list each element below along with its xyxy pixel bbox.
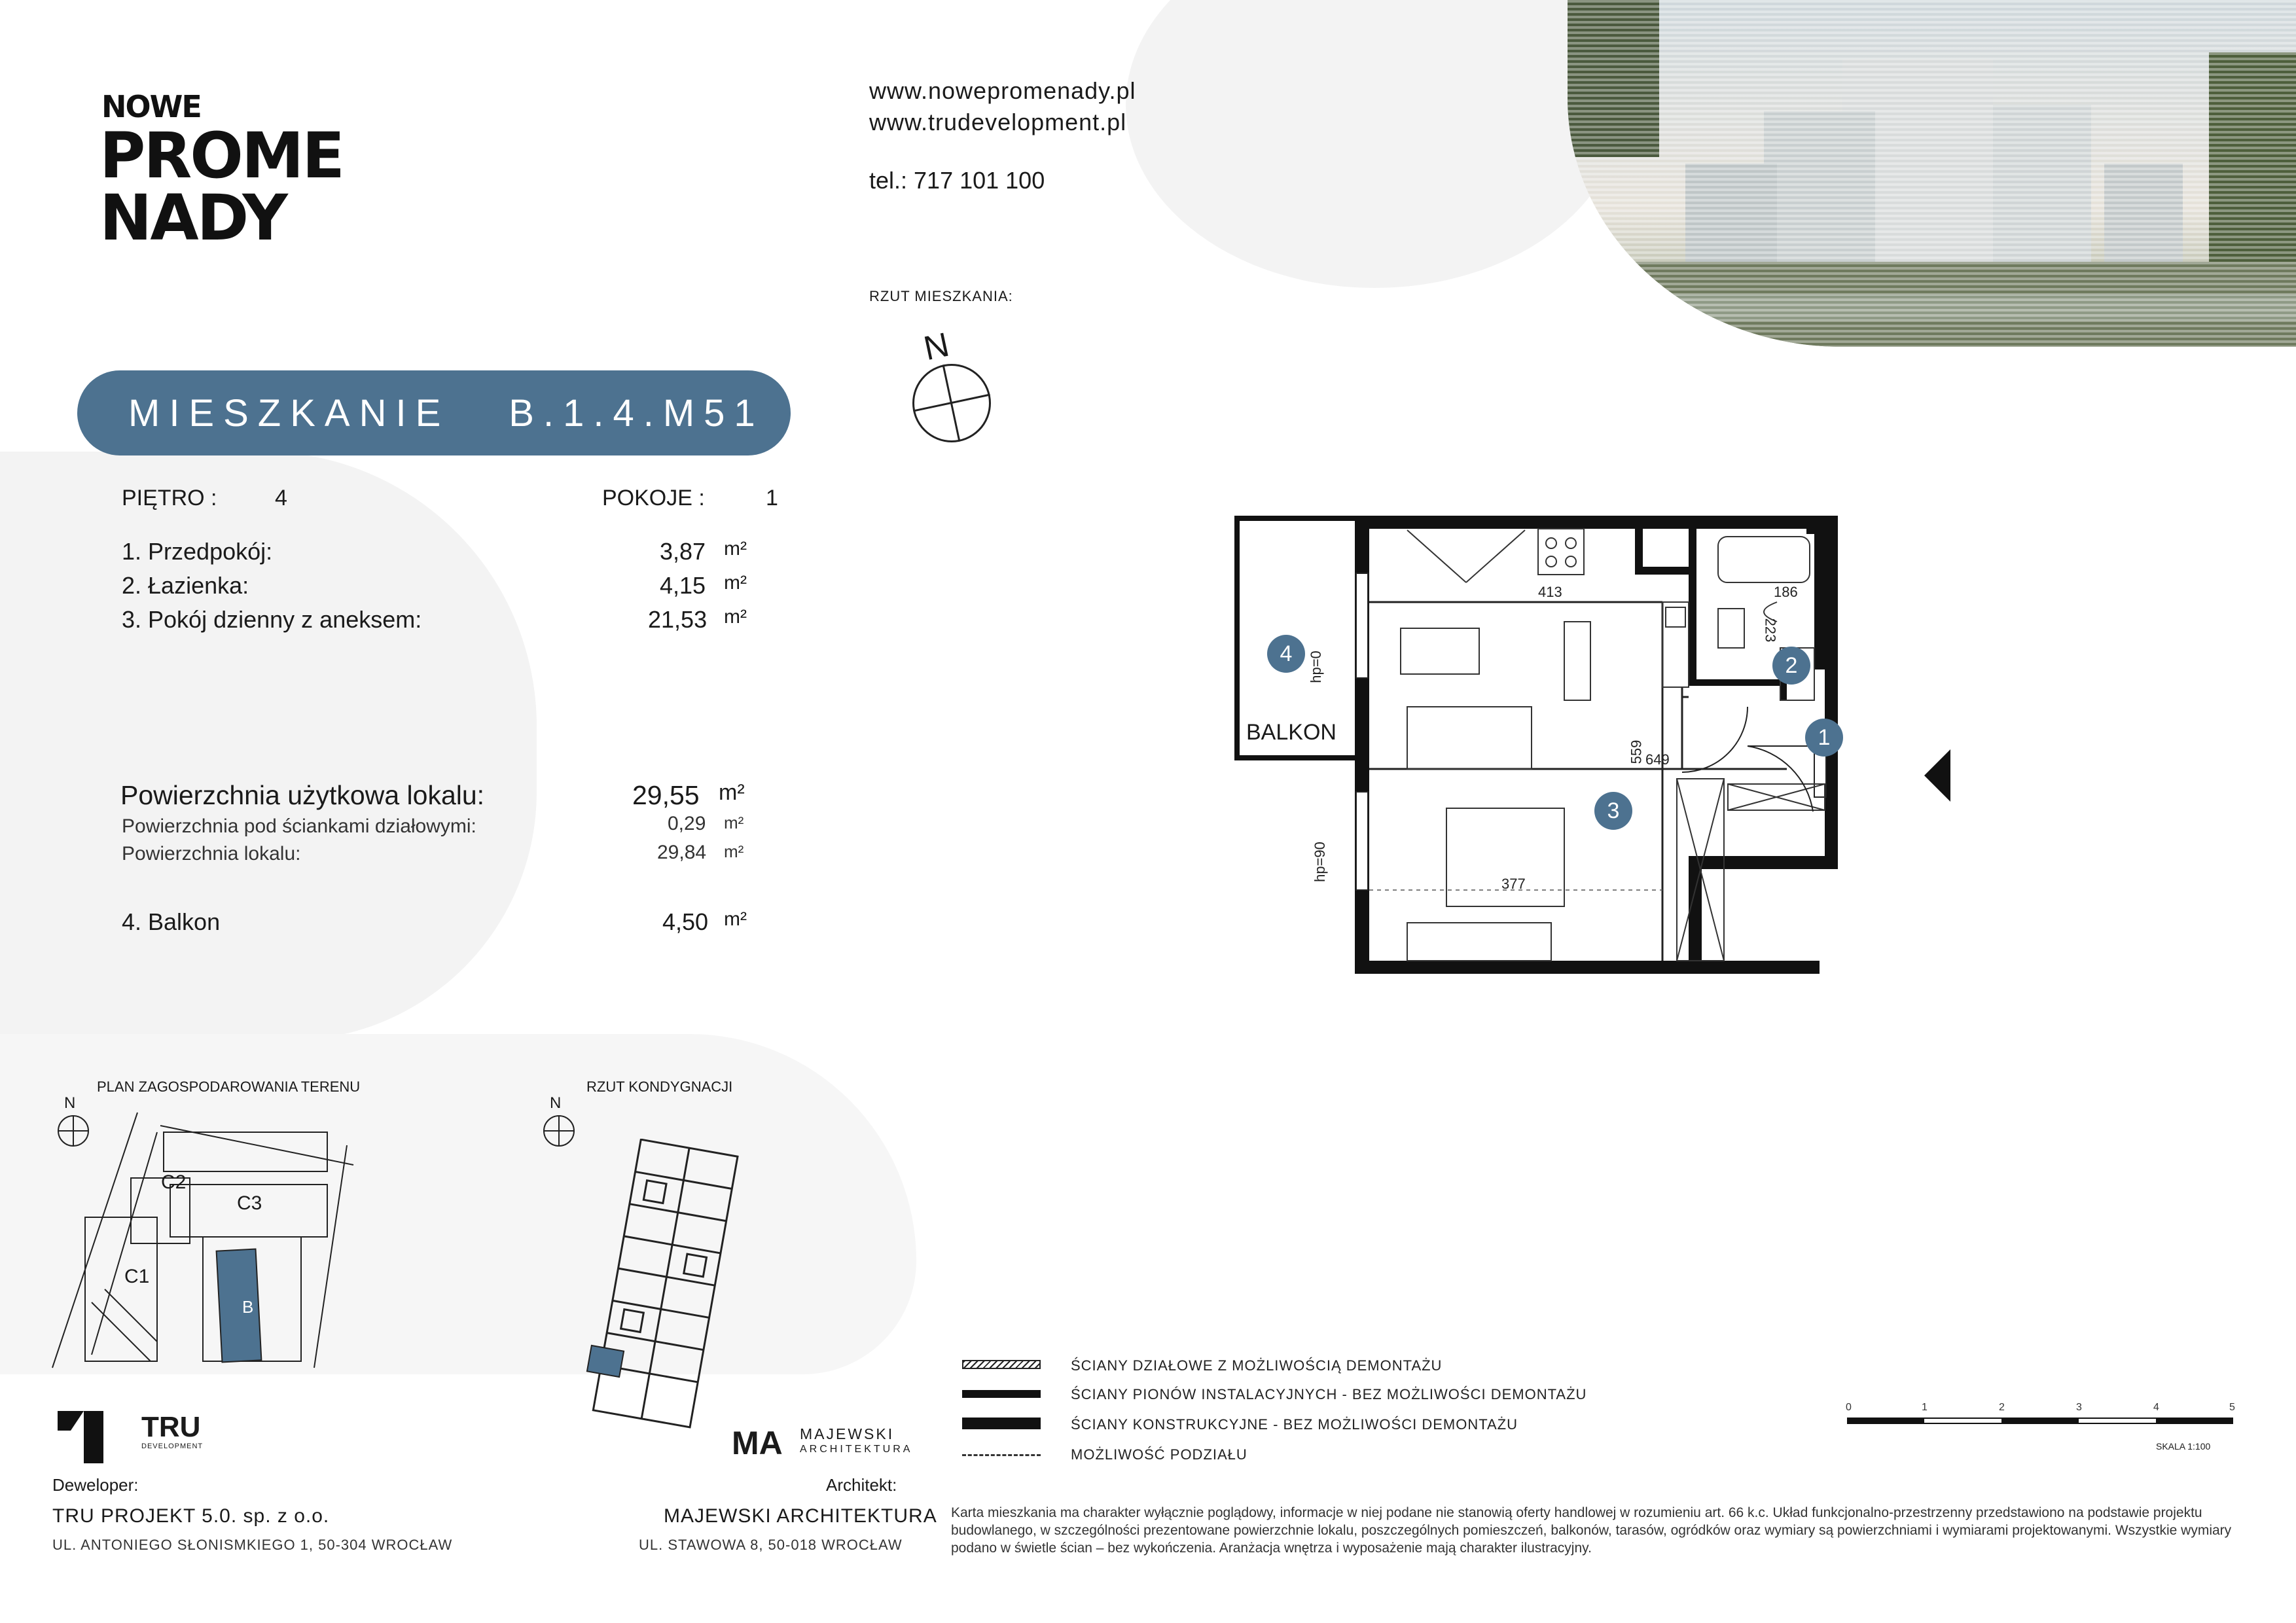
apartment-title-badge <box>77 370 791 455</box>
room-name-2: 2. Łazienka: <box>122 572 249 599</box>
logo-line-3: NADY <box>99 181 286 255</box>
legend-division-possibility: MOŻLIWOŚĆ PODZIAŁU <box>1071 1446 1247 1463</box>
north-letter: N <box>920 325 953 368</box>
floor-level-map <box>576 1139 746 1440</box>
legend-structural-walls: ŚCIANY KONSTRUKCYJNE - BEZ MOŻLIWOŚCI DEMONTAŻU <box>1071 1416 1518 1433</box>
apartment-floor-plan <box>1230 510 1964 982</box>
room-name-1: 1. Przedpokój: <box>122 538 273 565</box>
window-height-0: hp=0 <box>1307 651 1324 683</box>
site-plan-title: PLAN ZAGOSPODAROWANIA TERENU <box>97 1079 361 1095</box>
room-unit-3: m² <box>724 606 747 628</box>
rooms-value: 1 <box>766 486 778 510</box>
room-unit-1: m² <box>724 538 747 560</box>
partition-area-value: 0,29 <box>668 813 706 834</box>
disclaimer-text: Karta mieszkania ma charakter wyłącznie poglądowy, informacje w niej podane nie stanowią oferty handlowej w rozumieniu art. 66 k.c. Układ funkcjonalno-przestrzenny przedstawiono na podstawie projektu budowlanego, w szczególności prezentowane powierzchnie lokalu, poszczególnych pomieszczeń, balkonów, tarasów, ogródków oraz wymiary są powierzchniami i wymiarami projektowanymi. Wszystkie wymiary podano w świetle ścian – bez wykończenia. Aranżacja wnętrza i wyposażenie mają charakter ilustracyjny. <box>951 1505 2232 1556</box>
scale-tick-3: 3 <box>2076 1402 2082 1413</box>
dimension-377: 377 <box>1501 876 1526 892</box>
dimension-223: 223 <box>1762 618 1779 643</box>
dimension-413: 413 <box>1538 584 1562 600</box>
architect-logo-line1: MAJEWSKI <box>800 1425 895 1442</box>
architect-logo-mark: MA <box>732 1425 783 1461</box>
developer-address: UL. ANTONIEGO SŁONISMKIEGO 1, 50-304 WROCŁAW <box>52 1537 453 1553</box>
room-area-2: 4,15 <box>660 572 706 599</box>
total-area-value: 29,84 <box>657 842 707 863</box>
scale-label: SKALA 1:100 <box>2156 1441 2211 1452</box>
dimension-186: 186 <box>1774 584 1798 600</box>
architect-name: MAJEWSKI ARCHITEKTURA <box>664 1505 937 1527</box>
apartment-label: MIESZKANIE <box>128 391 450 435</box>
apartment-code: B.1.4.M51 <box>509 391 764 435</box>
floor-value: 4 <box>275 486 287 510</box>
legend-swatch-partition <box>962 1360 1041 1369</box>
legend-installation-walls: ŚCIANY PIONÓW INSTALACYJNYCH - BEZ MOŻLIWOŚCI DEMONTAŻU <box>1071 1386 1587 1402</box>
architect-logo-line2: ARCHITEKTURA <box>800 1444 913 1455</box>
site-plan-north: N <box>55 1094 94 1147</box>
room-number-3: 3 <box>1594 792 1632 830</box>
building-c3: C3 <box>237 1192 262 1214</box>
website-link-2[interactable]: www.trudevelopment.pl <box>869 109 1127 135</box>
developer-logo-text: TRU <box>141 1411 201 1443</box>
floor-level-north: N <box>541 1094 580 1147</box>
phone-number: tel.: 717 101 100 <box>869 167 1045 194</box>
building-rendering-image <box>1568 0 2296 347</box>
website-link-1[interactable]: www.nowepromenady.pl <box>869 77 1136 104</box>
logo-line-1: NOWE <box>101 89 201 124</box>
developer-label: Deweloper: <box>52 1475 139 1495</box>
usable-area-unit: m² <box>719 780 745 805</box>
scale-tick-4: 4 <box>2153 1402 2159 1413</box>
balcony-area-label: 4. Balkon <box>122 908 221 935</box>
usable-area-label: Powierzchnia użytkowa lokalu: <box>120 780 485 810</box>
room-area-1: 3,87 <box>660 538 706 565</box>
developer-logo-sub: DEVELOPMENT <box>141 1442 204 1450</box>
architect-address: UL. STAWOWA 8, 50-018 WROCŁAW <box>639 1537 903 1553</box>
developer-logo <box>58 1411 215 1463</box>
room-number-2: 2 <box>1772 647 1810 685</box>
balcony-area-unit: m² <box>724 908 747 930</box>
building-c1: C1 <box>124 1266 150 1287</box>
scale-tick-5: 5 <box>2229 1402 2235 1413</box>
partition-area-label: Powierzchnia pod ściankami działowymi: <box>122 815 476 837</box>
room-unit-2: m² <box>724 572 747 594</box>
window-height-90: hp=90 <box>1311 842 1328 882</box>
architect-logo <box>732 1424 913 1463</box>
legend-partition-walls: ŚCIANY DZIAŁOWE Z MOŻLIWOŚCIĄ DEMONTAŻU <box>1071 1357 1443 1374</box>
room-name-3: 3. Pokój dzienny z aneksem: <box>122 606 422 633</box>
dimension-559: 559 <box>1628 740 1645 764</box>
legend-swatch-division <box>962 1454 1041 1456</box>
legend-swatch-structural <box>962 1418 1041 1429</box>
floor-plan-label: RZUT MIESZKANIA: <box>869 288 1013 304</box>
legend-swatch-installation <box>962 1390 1041 1398</box>
floor-label: PIĘTRO : <box>122 486 217 510</box>
room-number-4: 4 <box>1267 635 1305 673</box>
balcony-area-value: 4,50 <box>662 908 709 935</box>
building-c2: C2 <box>161 1171 187 1193</box>
total-area-label: Powierzchnia lokalu: <box>122 843 301 865</box>
room-area-3: 21,53 <box>648 606 708 633</box>
total-area-unit: m² <box>724 842 744 861</box>
balcony-label: BALKON <box>1246 720 1336 745</box>
floor-level-title: RZUT KONDYGNACJI <box>586 1079 733 1095</box>
scale-bar <box>1846 1402 2238 1454</box>
developer-name: TRU PROJEKT 5.0. sp. z o.o. <box>52 1505 330 1527</box>
scale-tick-2: 2 <box>1999 1402 2005 1413</box>
rooms-label: POKOJE : <box>602 486 705 510</box>
usable-area-value: 29,55 <box>632 780 700 810</box>
partition-area-unit: m² <box>724 813 744 832</box>
logo-line-2: PROME <box>99 119 343 192</box>
site-plan-map <box>39 1106 367 1381</box>
background-shape-top <box>1126 0 1623 288</box>
architect-label: Architekt: <box>826 1475 897 1495</box>
dimension-649: 649 <box>1645 751 1670 768</box>
building-b: B <box>242 1297 254 1317</box>
north-compass <box>910 327 995 445</box>
scale-tick-1: 1 <box>1922 1402 1928 1413</box>
scale-tick-0: 0 <box>1846 1402 1852 1413</box>
room-number-1: 1 <box>1805 719 1843 757</box>
